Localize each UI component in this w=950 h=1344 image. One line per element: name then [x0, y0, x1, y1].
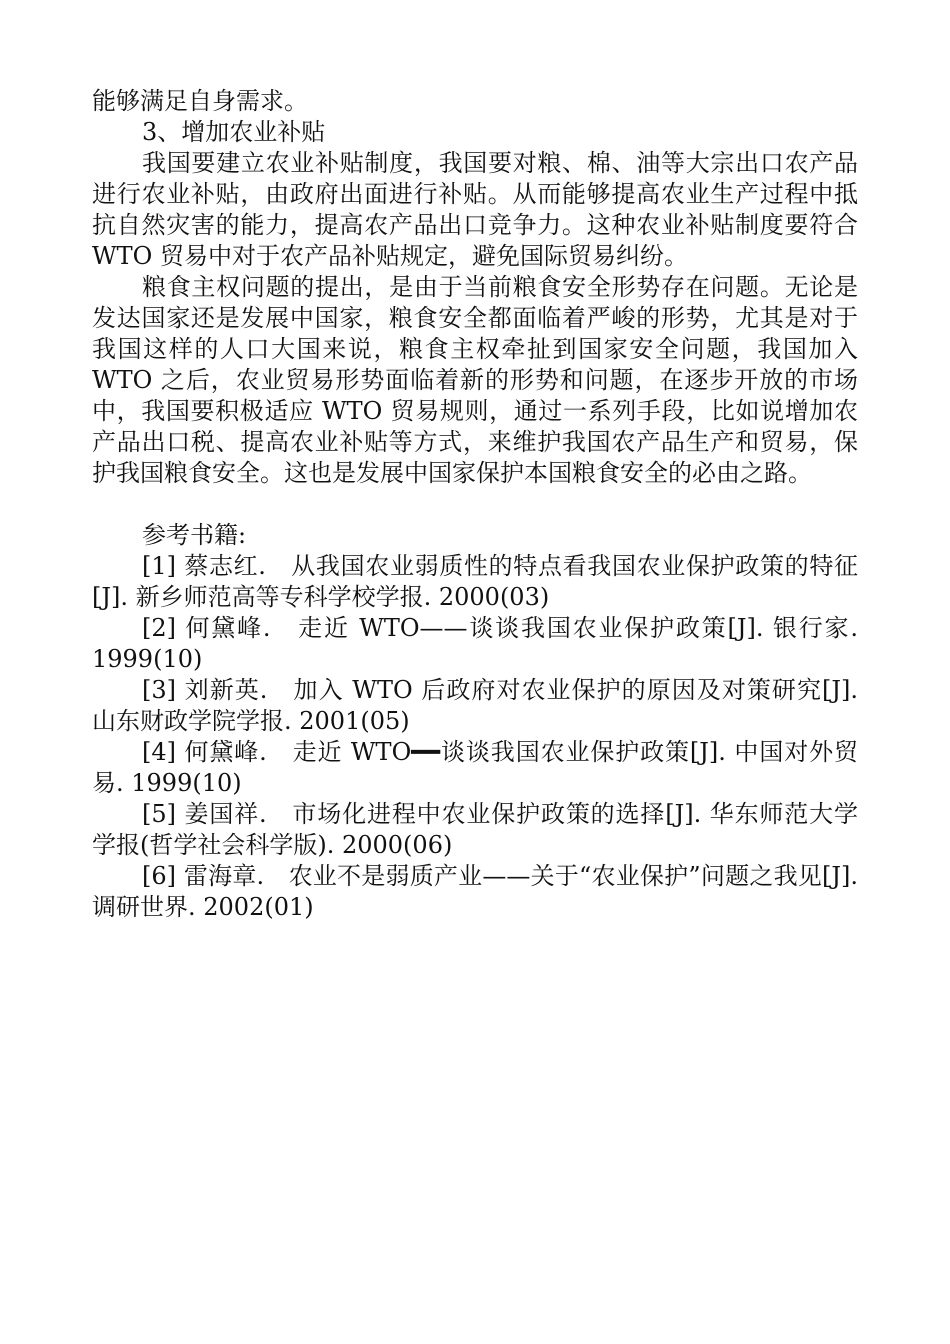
document-body: [92, 86, 858, 923]
blank-line: [92, 489, 858, 520]
reference-item: [4] 何黛峰. 走近 WTO━━谈谈我国农业保护政策[J]. 中国对外贸易. 1999(10): [92, 738, 858, 797]
reference-item: [5] 姜国祥. 市场化进程中农业保护政策的选择[J]. 华东师范大学学报(哲学社会科学版). 2000(06): [92, 800, 858, 859]
paragraph-subsidy: 我国要建立农业补贴制度，我国要对粮、棉、油等大宗出口农产品进行农业补贴，由政府出面进行补贴。从而能够提高农业生产过程中抵抗自然灾害的能力，提高农产品出口竞争力。这种农业补贴制度要符合 WTO 贸易中对于农产品补贴规定，避免国际贸易纠纷。: [92, 149, 858, 270]
paragraph-conclusion: 粮食主权问题的提出，是由于当前粮食安全形势存在问题。无论是发达国家还是发展中国家，粮食安全都面临着严峻的形势，尤其是对于我国这样的人口大国来说，粮食主权牵扯到国家安全问题，我国加入 WTO 之后，农业贸易形势面临着新的形势和问题，在逐步开放的市场中，我国要积极适应 WTO 贸易规则，通过一系列手段，比如说增加农产品出口税、提高农业补贴等方式，来维护我国农产品生产和贸易，保护我国粮食安全。这也是发展中国家保护本国粮食安全的必由之路。: [92, 273, 858, 487]
section-heading: 3、增加农业补贴: [142, 118, 326, 146]
reference-item: [1] 蔡志红. 从我国农业弱质性的特点看我国农业保护政策的特征[J]. 新乡师范高等专科学校学报. 2000(03): [92, 552, 858, 611]
paragraph-continuation: 能够满足自身需求。: [92, 87, 308, 115]
reference-item: [2] 何黛峰. 走近 WTO——谈谈我国农业保护政策[J]. 银行家. 1999(10): [92, 614, 858, 673]
reference-item: [3] 刘新英. 加入 WTO 后政府对农业保护的原因及对策研究[J]. 山东财政学院学报. 2001(05): [92, 676, 858, 735]
reference-item: [6] 雷海章. 农业不是弱质产业——关于“农业保护”问题之我见[J]. 调研世界. 2002(01): [92, 862, 858, 921]
references-heading: 参考书籍:: [142, 521, 247, 549]
